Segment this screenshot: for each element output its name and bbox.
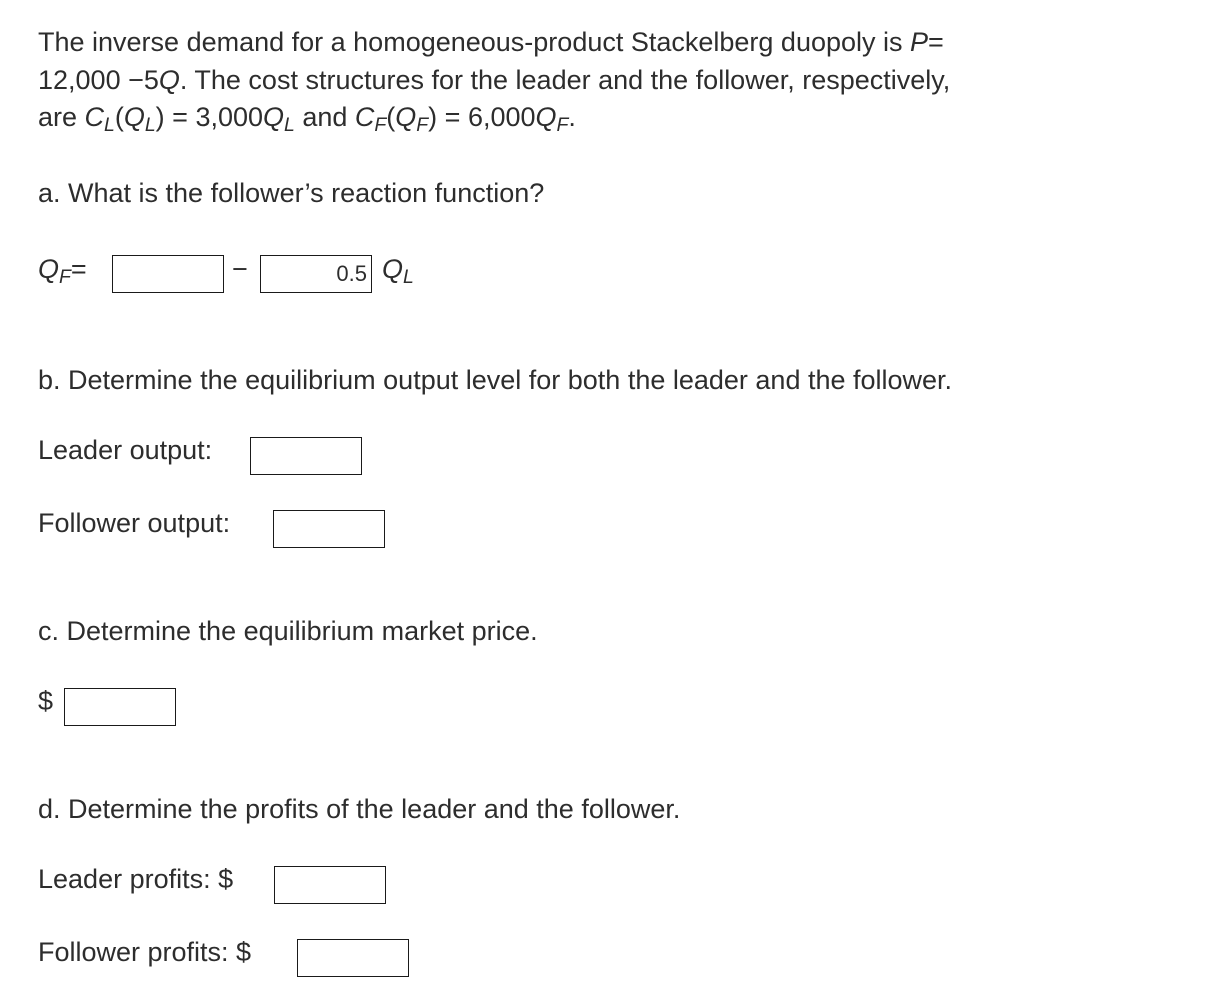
- leader-profits-input[interactable]: [274, 866, 386, 904]
- problem-text: are: [38, 102, 85, 132]
- problem-text: . The cost structures for the leader and the follower, respectively,: [179, 65, 951, 95]
- leader-profits-label: Leader profits: $: [38, 864, 234, 894]
- follower-output-input[interactable]: [273, 510, 385, 548]
- quantity-variable: Q: [263, 102, 285, 132]
- subscript-follower: F: [416, 114, 429, 137]
- subscript-follower: F: [556, 114, 569, 137]
- follower-profits-input[interactable]: [297, 939, 409, 977]
- leader-quantity-variable: Q: [382, 254, 404, 284]
- subscript-follower: F: [59, 266, 71, 289]
- follower-cost-value: = 6,000: [437, 102, 536, 132]
- paren-open: (: [114, 102, 124, 132]
- problem-text: The inverse demand for a homogeneous-product Stackelberg duopoly is: [38, 27, 911, 57]
- leader-output-label: Leader output:: [38, 435, 213, 465]
- follower-profits-label: Follower profits: $: [38, 937, 252, 967]
- cost-variable: C: [354, 102, 375, 132]
- part-d-question: d. Determine the profits of the leader and the follower.: [38, 794, 681, 824]
- dollar-sign: $: [38, 686, 54, 716]
- equals-sign: =: [70, 254, 87, 284]
- paren-close: ): [155, 102, 165, 132]
- problem-line-1: [38, 27, 944, 58]
- cost-variable: C: [84, 102, 105, 132]
- follower-output-label: Follower output:: [38, 508, 231, 538]
- subscript-follower: F: [374, 114, 387, 137]
- quantity-variable: Q: [395, 102, 417, 132]
- equals-sign: =: [928, 27, 944, 57]
- period: .: [568, 102, 576, 132]
- market-price-input[interactable]: [64, 688, 176, 726]
- minus-sign: −: [232, 254, 248, 284]
- follower-quantity-variable: Q: [38, 254, 60, 284]
- reaction-lhs: [38, 254, 87, 289]
- paren-close: ): [428, 102, 438, 132]
- quantity-variable: Q: [158, 65, 180, 95]
- problem-line-2: [38, 65, 950, 96]
- part-a-question: a. What is the follower’s reaction function?: [38, 178, 545, 208]
- reaction-slope-input[interactable]: [260, 255, 372, 293]
- demand-expression: 12,000 −5: [38, 65, 159, 95]
- part-c-question: c. Determine the equilibrium market price.: [38, 616, 538, 646]
- quantity-variable: Q: [535, 102, 557, 132]
- part-b-question: b. Determine the equilibrium output level for both the leader and the follower.: [38, 365, 953, 395]
- subscript-leader: L: [104, 114, 115, 137]
- leader-output-input[interactable]: [250, 437, 362, 475]
- subscript-leader: L: [403, 266, 414, 289]
- reaction-rhs: [382, 254, 414, 289]
- reaction-intercept-input[interactable]: [112, 255, 224, 293]
- subscript-leader: L: [284, 114, 295, 137]
- price-variable: P: [910, 27, 929, 57]
- problem-line-3: [38, 102, 576, 137]
- leader-cost-value: = 3,000: [164, 102, 264, 132]
- subscript-leader: L: [144, 114, 156, 137]
- problem-text: and: [294, 102, 355, 132]
- quantity-variable: Q: [123, 102, 145, 132]
- paren-open: (: [386, 102, 396, 132]
